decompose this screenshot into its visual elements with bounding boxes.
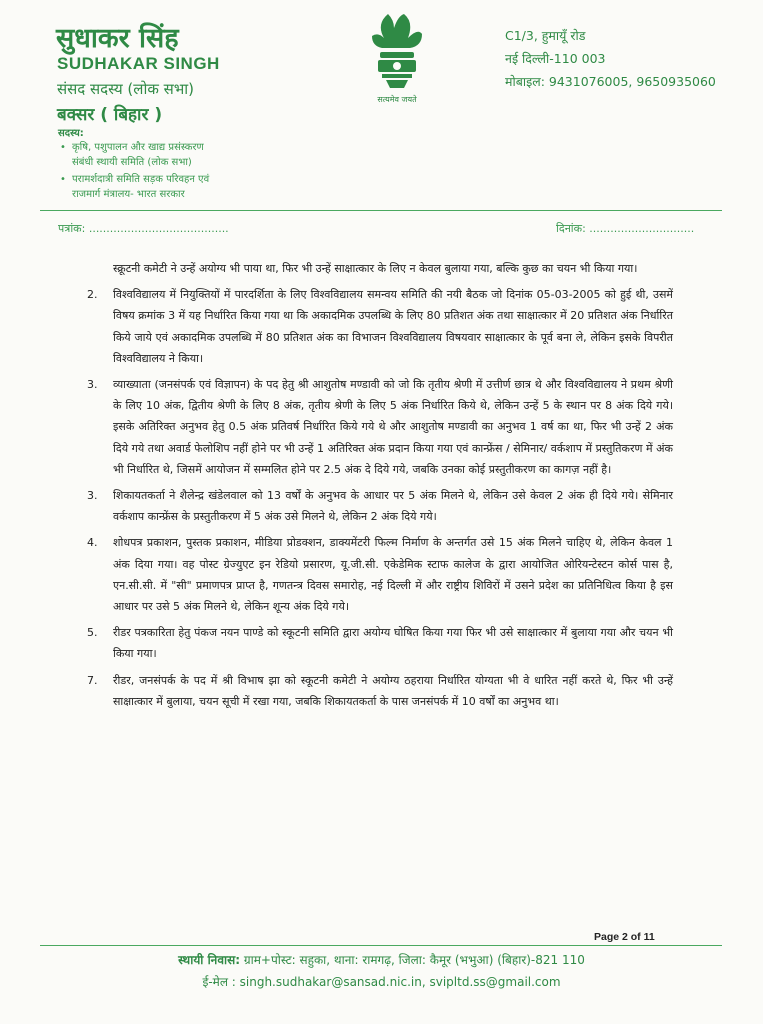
list-item (87, 532, 673, 617)
residence-address: ग्राम+पोस्ट: सहुका, थाना: रामगढ़, जिला: कैमूर (भभुआ) (बिहार)-821 110 (243, 953, 585, 967)
item-number: 7. (87, 673, 98, 687)
item-text: शिकायतकर्ता ने शैलेन्द्र खंडेलवाल को 13 वर्षों के अनुभव के आधार पर 5 अंक मिलने थे, लेकिन उसे केवल 2 अंक ही दिये गये। सेमिनार वर्कशाप कान्फ्रेंस के प्रस्तुतीकरण में 5 अंक उसे मिलने थे, लेकिन 2 अंक दिये गये। (113, 489, 673, 524)
item-text: विश्वविद्यालय में नियुक्तियों में पारदर्शिता के लिए विश्वविद्यालय समन्वय समिति की नयी बैठक जो दिनांक 05-03-2005 को हुई थी, उसमें विषय क्रमांक 3 में यह निर्धारित किया गया था कि अकादमिक उपलब्धि के लिए 80 प्रतिशत अंक तथा साक्षात्कार में 20 प्रतिशत अंक निर्धारित किये जाये एवं अकादमिक उपलब्धि में 80 प्रतिशत अंक का विभाजन विश्वविद्यालय विषयवार साक्षात्कार के पूर्व बना ले, लेकिन इसके विपरीत विश्वविद्यालय ने किया। (113, 288, 673, 365)
national-emblem-icon (364, 8, 430, 106)
item-number: 2. (87, 288, 98, 302)
residence-label: स्थायी निवास: (178, 953, 241, 967)
letterhead-name-english: SUDHAKAR SINGH (57, 54, 220, 73)
membership-line: राजमार्ग मंत्रालय- भारत सरकार (72, 189, 185, 200)
address-line: C1/3, हुमायूँ रोड (505, 28, 586, 43)
item-number: 5. (87, 626, 98, 640)
letterhead-role: संसद सदस्य (लोक सभा) (57, 80, 195, 98)
membership-line: कृषि, पशुपालन और खाद्य प्रसंस्करण (72, 142, 204, 153)
list-item (87, 485, 673, 527)
page-number: Page 2 of 11 (594, 931, 655, 943)
membership-item: • कृषि, पशुपालन और खाद्य प्रसंस्करण संबंधी स्थायी समिति (लोक सभा) (60, 142, 204, 168)
footer-email: ई-मेल : singh.sudhakar@sansad.nic.in, svipltd.ss@gmail.com (202, 975, 561, 989)
body-intro: स्क्रूटनी कमेटी ने उन्हें अयोग्य भी पाया था, फिर भी उन्हें साक्षात्कार के लिए न केवल बुलाया गया, बल्कि कुछ का चयन भी किया गया। (113, 262, 638, 275)
membership-item: • परामर्शदात्री समिति सड़क परिवहन एवं राजमार्ग मंत्रालय- भारत सरकार (60, 174, 210, 200)
letterhead-address (505, 24, 716, 93)
letterhead-name-hindi: सुधाकर सिंह (56, 23, 179, 54)
address-line: नई दिल्ली-110 003 (505, 51, 606, 66)
footer-divider (40, 945, 722, 946)
list-item (87, 622, 673, 664)
reference-number-field: पत्रांक: ........................................ (58, 222, 229, 235)
list-item (87, 670, 673, 712)
item-text: व्याख्याता (जनसंपर्क एवं विज्ञापन) के पद हेतु श्री आशुतोष मण्डावी को जो कि तृतीय श्रेणी में उत्तीर्ण छात्र थे और विश्वविद्यालय ने प्रथम श्रेणी के लिए 10 अंक, द्वितीय श्रेणी के लिए 8 अंक, तृतीय श्रेणी के लिए 5 अंक निर्धारित किये थे, लेकिन उन्हें 5 के स्थान पर 8 अंक दिये गये। इसके अतिरिक्त अनुभव हेतु 0.5 अंक प्रतिवर्ष निर्धारित किये गये थे और आशुतोष मण्डावी का अनुभव 1 वर्ष का था, फिर भी उन्हें 2 अंक दिये गये तथा अवार्ड फेलोशिप नहीं होने पर भी उन्हें 1 अतिरिक्त अंक प्रदान किया गया एवं कान्फ्रेंस / सेमिनार/ वर्कशाप में प्रस्तुतिकरण में अंक भी निर्धारित थे, जिसमें आयोजन में सम्मलित होने पर 2.5 अंक दे दिये गये, जबकि उनका कोई प्रस्तुतीकरण का कागज़ नहीं है। (113, 378, 673, 476)
emblem-caption: सत्यमेव जयते (377, 95, 417, 104)
date-field: दिनांक: .............................. (556, 222, 695, 235)
item-text: रीडर पत्रकारिता हेतु पंकज नयन पाण्डे को स्कूटनी समिति द्वारा अयोग्य घोषित किया गया फिर भी उसे साक्षात्कार में बुलाया गया और चयन भी किया गया। (113, 626, 673, 661)
item-number: 3. (87, 378, 98, 392)
item-text: शोधपत्र प्रकाशन, पुस्तक प्रकाशन, मीडिया प्रोडक्शन, डाक्यमेंटरी फिल्म निर्माण के अन्तर्गत उसे 15 अंक मिलने चाहिए थे, लेकिन केवल 1 अंक दिया गया। वह पोस्ट ग्रेज्युएट इन रेडियो प्रसारण, यू.जी.सी. एकेडेमिक स्टाफ कालेज के द्वारा आयोजित ओरियन्टेस्टन कोर्स पास है, एन.सी.सी. में "सी" प्रमाणपत्र प्राप्त है, गणतन्त्र दिवस समारोह, नई दिल्ली में और राष्ट्रीय शिविरों में उसने प्रदेश का प्रतिनिधित्व किया है इस आधार पर उसे 5 अंक मिलने थे, लेकिन शून्य अंक दिये गये। (113, 536, 673, 614)
list-item (87, 284, 673, 369)
membership-line: संबंधी स्थायी समिति (लोक सभा) (72, 157, 192, 168)
item-text: रीडर, जनसंपर्क के पद में श्री विभाष झा को स्कूटनी कमेटी ने अयोग्य ठहराया निर्धारित योग्यता भी वे धारित नहीं करते थे, फिर भी उन्हें साक्षात्कार में बुलाया, चयन सूची में रखा गया, जबकि शिकायतकर्ता के पास जनसंपर्क में 10 वर्षों का अनुभव था। (113, 673, 673, 708)
letterhead-constituency: बक्सर ( बिहार ) (57, 105, 163, 125)
item-number: 4. (87, 536, 98, 550)
membership-label: सदस्य: (58, 128, 84, 139)
membership-line: परामर्शदात्री समिति सड़क परिवहन एवं (72, 174, 210, 185)
header-divider (40, 210, 722, 211)
letter-body (87, 258, 673, 717)
list-item (87, 374, 673, 480)
item-number: 3. (87, 489, 98, 503)
footer-residence (0, 951, 763, 968)
mobile-numbers: मोबाइल: 9431076005, 9650935060 (505, 74, 716, 89)
